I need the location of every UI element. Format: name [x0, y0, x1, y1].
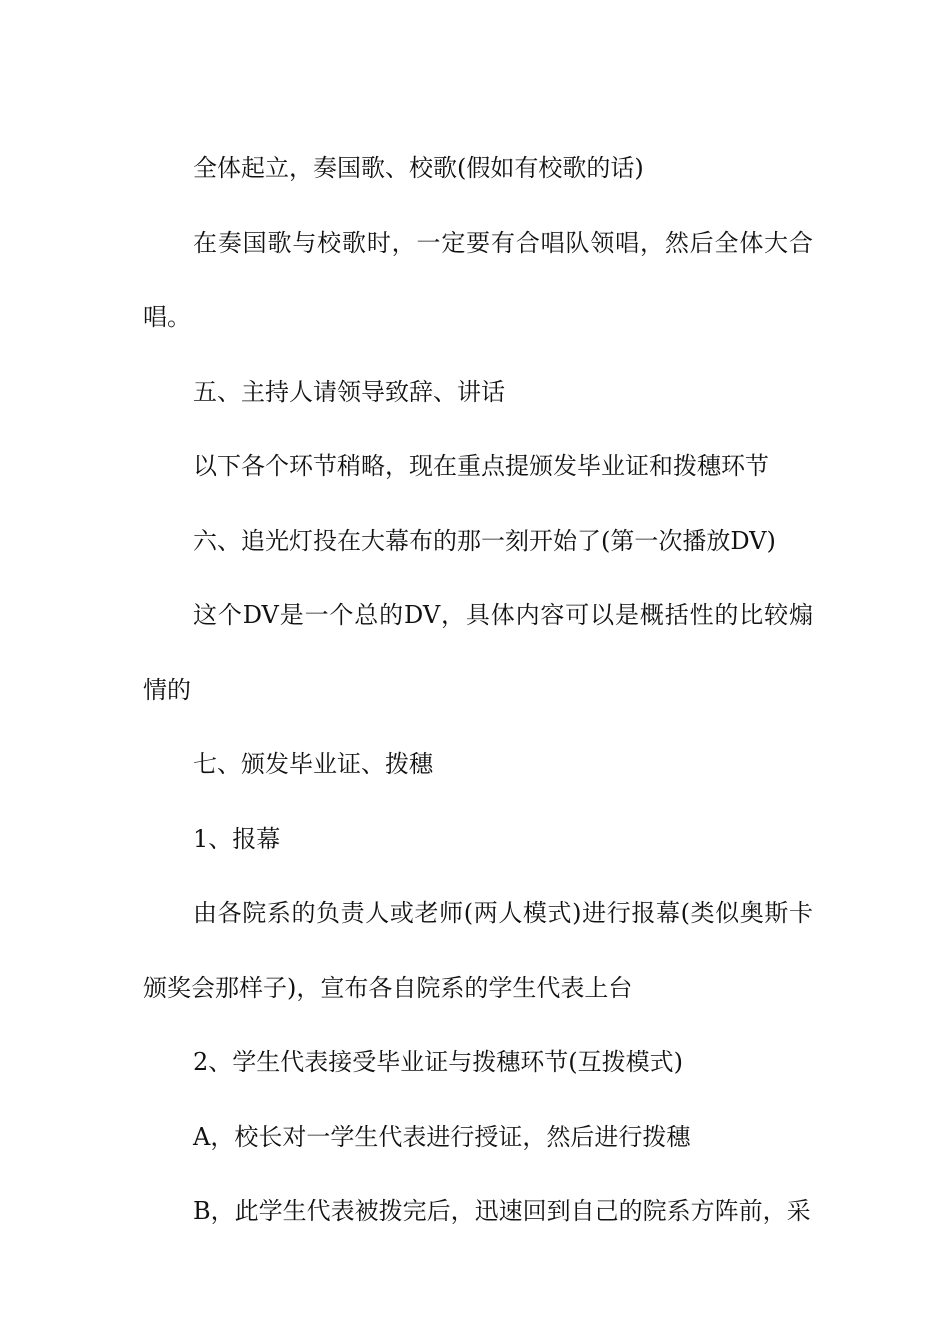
paragraph-announce-detail: 由各院系的负责人或老师(两人模式)进行报幕(类似奥斯卡颁奖会那样子)，宣布各自院系的学生代表上台: [143, 899, 813, 1002]
paragraph-step-b: B，此学生代表被拨完后，迅速回到自己的院系方阵前，采: [193, 1197, 811, 1225]
paragraph-section-seven: 七、颁发毕业证、拨穗: [193, 750, 433, 778]
paragraph-item-receive: 2、学生代表接受毕业证与拨穗环节(互拨模式): [193, 1048, 683, 1076]
paragraph-dv-content: 这个DV是一个总的DV，具体内容可以是概括性的比较煽情的: [143, 601, 813, 704]
paragraph-item-announce: 1、报幕: [193, 824, 281, 853]
paragraph-section-six: 六、追光灯投在大幕布的那一刻开始了(第一次播放DV): [193, 526, 776, 555]
paragraph-choir-lead: 在奏国歌与校歌时，一定要有合唱队领唱，然后全体大合唱。: [143, 228, 813, 331]
paragraph-section-five: 五、主持人请领导致辞、讲话: [193, 377, 505, 406]
document-body: [143, 131, 813, 1249]
paragraph-step-a: A，校长对一学生代表进行授证，然后进行拨穗: [193, 1122, 691, 1151]
paragraph-stand-anthem: 全体起立，奏国歌、校歌(假如有校歌的话): [193, 154, 644, 182]
paragraph-focus-note: 以下各个环节稍略，现在重点提颁发毕业证和拨穗环节: [193, 452, 769, 480]
